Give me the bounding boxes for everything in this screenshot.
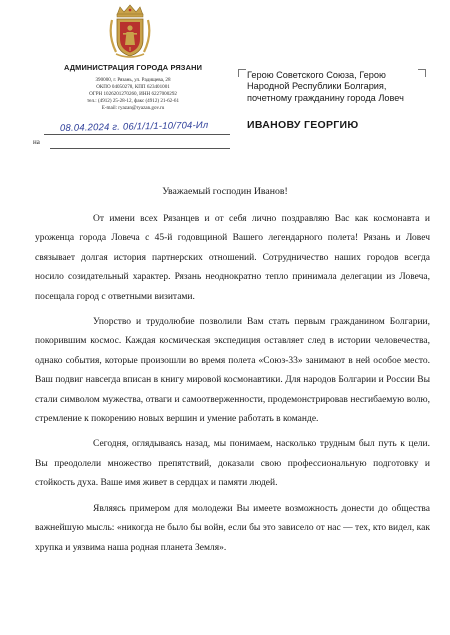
handwritten-registration-number: 08.04.2024 г. 06/1/1/1-10/704-Ил (59, 119, 209, 134)
organization-details (52, 77, 214, 112)
ogrn-line: ОГРН 1026201270260, ИНН 6227000292 (89, 90, 177, 97)
salutation: Уважаемый господин Иванов! (162, 186, 288, 197)
body-paragraph: Являясь примером для молодежи Вы имеете возможность донести до общества важнейшую мысль: «никогда не было бы войн, если бы это зависело от нас — тех, кто видел, как хрупка и уязвима наша родная планета Земля». (35, 503, 430, 553)
phone-line: тел.: (4912) 25-28-12, факс (4912) 21-62-61 (86, 97, 180, 104)
letter-body (35, 210, 430, 564)
registration-underline (44, 134, 230, 135)
addressee-name: ИВАНОВУ ГЕОРГИЮ (247, 119, 359, 131)
addressee-title (247, 70, 423, 104)
codes-line: ОКПО 04050278, КПП 623401001 (96, 83, 170, 90)
body-paragraph: Сегодня, оглядываясь назад, мы понимаем, насколько трудным был путь к цели. Вы преодолели множество препятствий, доказали свою профессиональную подготовку и стойкость духа. Ваше имя живет в сердцах и памяти людей. (35, 439, 430, 489)
reference-label: на (33, 138, 40, 146)
addressee-title-line: Герою Советского Союза, Герою (247, 70, 386, 80)
addressee-title-line: почетному гражданину города Ловеч (247, 92, 404, 103)
addressee-title-line: Народной Республики Болгария, (247, 81, 387, 92)
addressee-corner-mark (238, 69, 246, 77)
body-paragraph: От имени всех Рязанцев и от себя лично поздравляю Вас как космонавта и уроженца города Ловеча с 45-й годовщиной Вашего легендарного полета! Рязань и Ловеч связывает долгая история партнерских отношений. Сотрудничество наших городов всегда носило созидательный характер. Рязань неоднократно тепло принимала делегации из Ловеча, посещала город с ответными визитами. (35, 214, 430, 302)
body-paragraph: Упорство и трудолюбие позволили Вам стать первым гражданином Болгарии, покорившим космос. Каждая космическая экспедиция оставляет след в истории человечества, однако события, которые произошли во время полета «Союз-33» занимают в ней особое место. Ваш подвиг навсегда вписан в книгу мировой космонавтики. Для народов Болгарии и России Вы стали символом мужества, отваги и самоотверженности, продемонстрировав несгибаемую волю, стремление к покорению новых вершин и умение работать в команде. (35, 317, 430, 425)
email-line: E-mail: ryazan@ryazan.gov.ru (101, 104, 165, 111)
reference-underline (50, 148, 230, 149)
organization-name: АДМИНИСТРАЦИЯ ГОРОДА РЯЗАНИ (63, 63, 203, 72)
rostov-coat-of-arms-icon (108, 4, 152, 60)
address-line: 390000, г. Рязань, ул. Радищева, 28 (95, 77, 171, 83)
